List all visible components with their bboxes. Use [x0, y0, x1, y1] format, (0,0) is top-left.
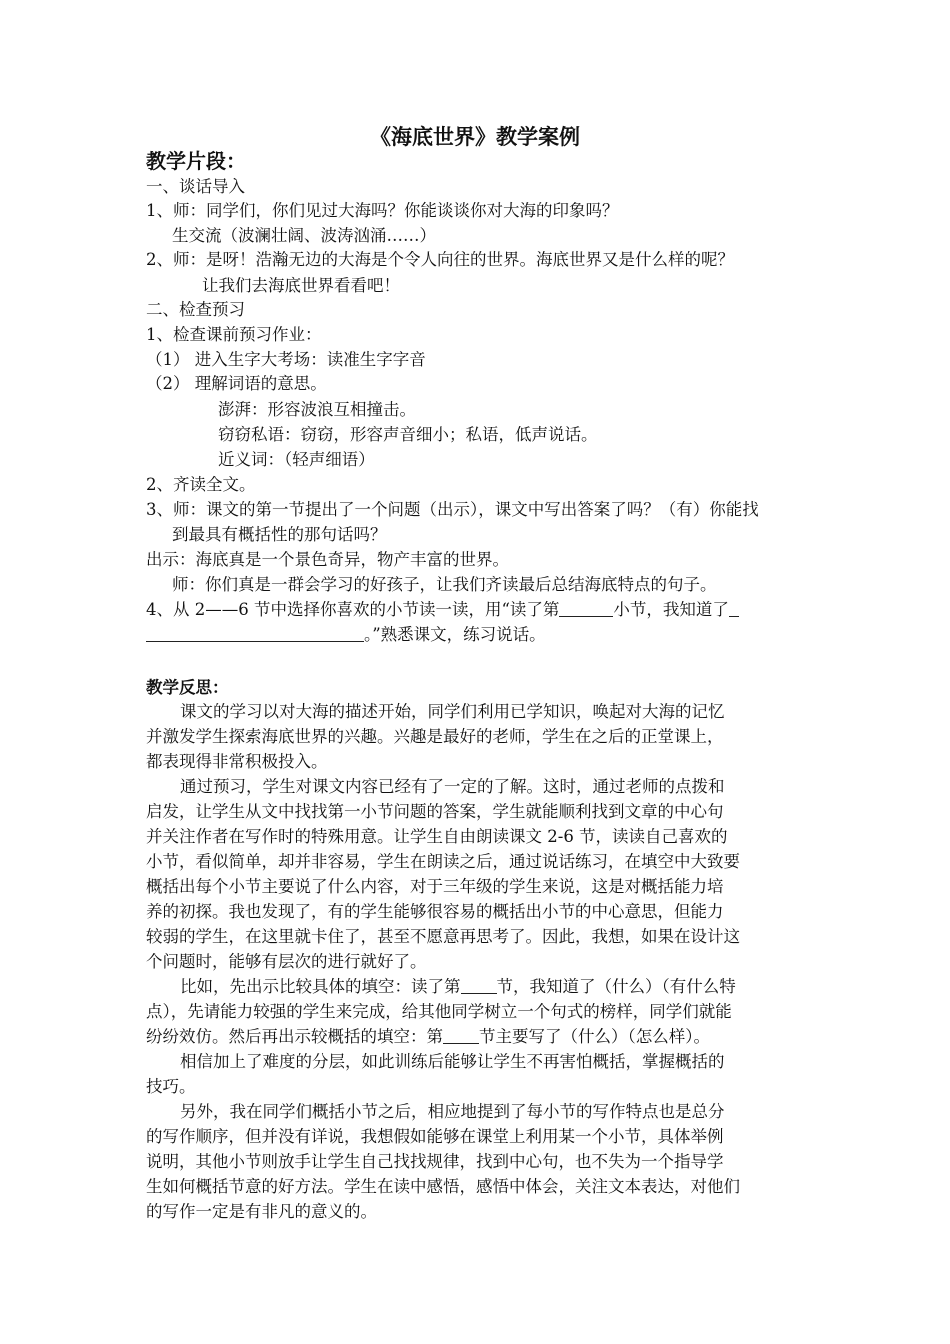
reflection-line: 点），先请能力较强的学生来完成，给其他同学树立一个句式的榜样，同学们就能 — [146, 1002, 732, 1021]
reflection-heading: 教学反思： — [146, 678, 229, 697]
reflection-line — [146, 1025, 710, 1049]
text-line: 1、师：同学们，你们见过大海吗？你能谈谈你对大海的印象吗？ — [146, 201, 619, 220]
text-segment: 4、从 2——6 节中选择你喜欢的小节读一读，用“读了第 — [146, 600, 560, 619]
text-line: （1） 进入生字大考场：读准生字字音 — [146, 350, 426, 369]
text-segment: 节主要写了（什么）（怎么样）。 — [479, 1027, 710, 1046]
reflection-line: 课文的学习以对大海的描述开始，同学们利用已学知识，唤起对大海的记忆 — [180, 702, 725, 721]
text-segment: 。”熟悉课文，练习说话。 — [364, 625, 546, 644]
text-line: 窃窃私语：窃窃，形容声音细小；私语，低声说话。 — [218, 425, 598, 444]
text-line: 让我们去海底世界看看吧！ — [202, 276, 400, 295]
reflection-line: 的写作一定是有非凡的意义的。 — [146, 1202, 377, 1221]
reflection-line: 另外，我在同学们概括小节之后，相应地提到了每小节的写作特点也是总分 — [180, 1102, 725, 1121]
reflection-line: 养的初探。我也发现了，有的学生能够很容易的概括出小节的中心意思，但能力 — [146, 902, 724, 921]
reflection-line: 个问题时，能够有层次的进行就好了。 — [146, 952, 427, 971]
text-line: 澎湃：形容波浪互相撞击。 — [218, 400, 416, 419]
text-segment: 纷纷效仿。然后再出示较概括的填空：第 — [146, 1027, 443, 1046]
fragment-heading: 教学片段： — [146, 149, 246, 173]
reflection-line: 的写作顺序，但并没有详说，我想假如能够在课堂上利用某一个小节，具体举例 — [146, 1127, 724, 1146]
reflection-line — [180, 975, 736, 999]
text-line: 2、齐读全文。 — [146, 475, 256, 494]
fill-blank — [559, 600, 613, 617]
text-line: 生交流（波澜壮阔、波涛汹涌……） — [172, 226, 436, 245]
text-line: 2、师：是呀！浩瀚无边的大海是个令人向往的世界。海底世界又是什么样的呢？ — [146, 250, 734, 269]
text-line: 近义词：（轻声细语） — [218, 450, 375, 469]
text-segment: 节，我知道了（什么）（有什么特 — [496, 977, 736, 996]
reflection-line: 都表现得非常积极投入。 — [146, 752, 328, 771]
text-segment: 比如，先出示比较具体的填空：读了第 — [180, 977, 461, 996]
reflection-line: 技巧。 — [146, 1077, 196, 1096]
section-2-heading: 二、检查预习 — [146, 300, 245, 319]
text-line: 到最具有概括性的那句话吗？ — [172, 525, 387, 544]
fill-blank — [729, 600, 739, 617]
fill-blank — [146, 625, 364, 642]
text-line: 师：你们真是一群会学习的好孩子，让我们齐读最后总结海底特点的句子。 — [172, 575, 717, 594]
section-1-heading: 一、谈话导入 — [146, 177, 245, 196]
reflection-line: 并关注作者在写作时的特殊用意。让学生自由朗读课文 2-6 节，读读自己喜欢的 — [146, 827, 728, 846]
reflection-line: 小节，看似简单，却并非容易，学生在朗读之后，通过说话练习，在填空中大致要 — [146, 852, 740, 871]
reflection-line: 说明，其他小节则放手让学生自己找找规律，找到中心句，也不失为一个指导学 — [146, 1152, 724, 1171]
reflection-line: 生如何概括节意的好方法。学生在读中感悟，感悟中体会，关注文本表达，对他们 — [146, 1177, 740, 1196]
reflection-line: 概括出每个小节主要说了什么内容，对于三年级的学生来说，这是对概括能力培 — [146, 877, 724, 896]
fill-blank — [461, 977, 497, 994]
reflection-line: 相信加上了难度的分层，如此训练后能够让学生不再害怕概括，掌握概括的 — [180, 1052, 725, 1071]
text-segment: 小节，我知道了 — [613, 600, 729, 619]
text-line: 3、师：课文的第一节提出了一个问题（出示），课文中写出答案了吗？（有）你能找 — [146, 500, 759, 519]
text-line: 1、检查课前预习作业： — [146, 325, 322, 344]
text-line: 出示：海底真是一个景色奇异，物产丰富的世界。 — [146, 550, 509, 569]
text-line — [146, 623, 546, 647]
reflection-line: 启发，让学生从文中找找第一小节问题的答案，学生就能顺利找到文章的中心句 — [146, 802, 724, 821]
document-title: 《海底世界》教学案例 — [370, 124, 580, 149]
fill-blank — [443, 1027, 479, 1044]
reflection-line: 通过预习，学生对课文内容已经有了一定的了解。这时，通过老师的点拨和 — [180, 777, 725, 796]
reflection-line: 较弱的学生，在这里就卡住了，甚至不愿意再思考了。因此，我想，如果在设计这 — [146, 927, 740, 946]
reflection-line: 并激发学生探索海底世界的兴趣。兴趣是最好的老师，学生在之后的正堂课上， — [146, 727, 724, 746]
text-line: （2） 理解词语的意思。 — [146, 374, 327, 393]
text-line — [146, 598, 739, 622]
